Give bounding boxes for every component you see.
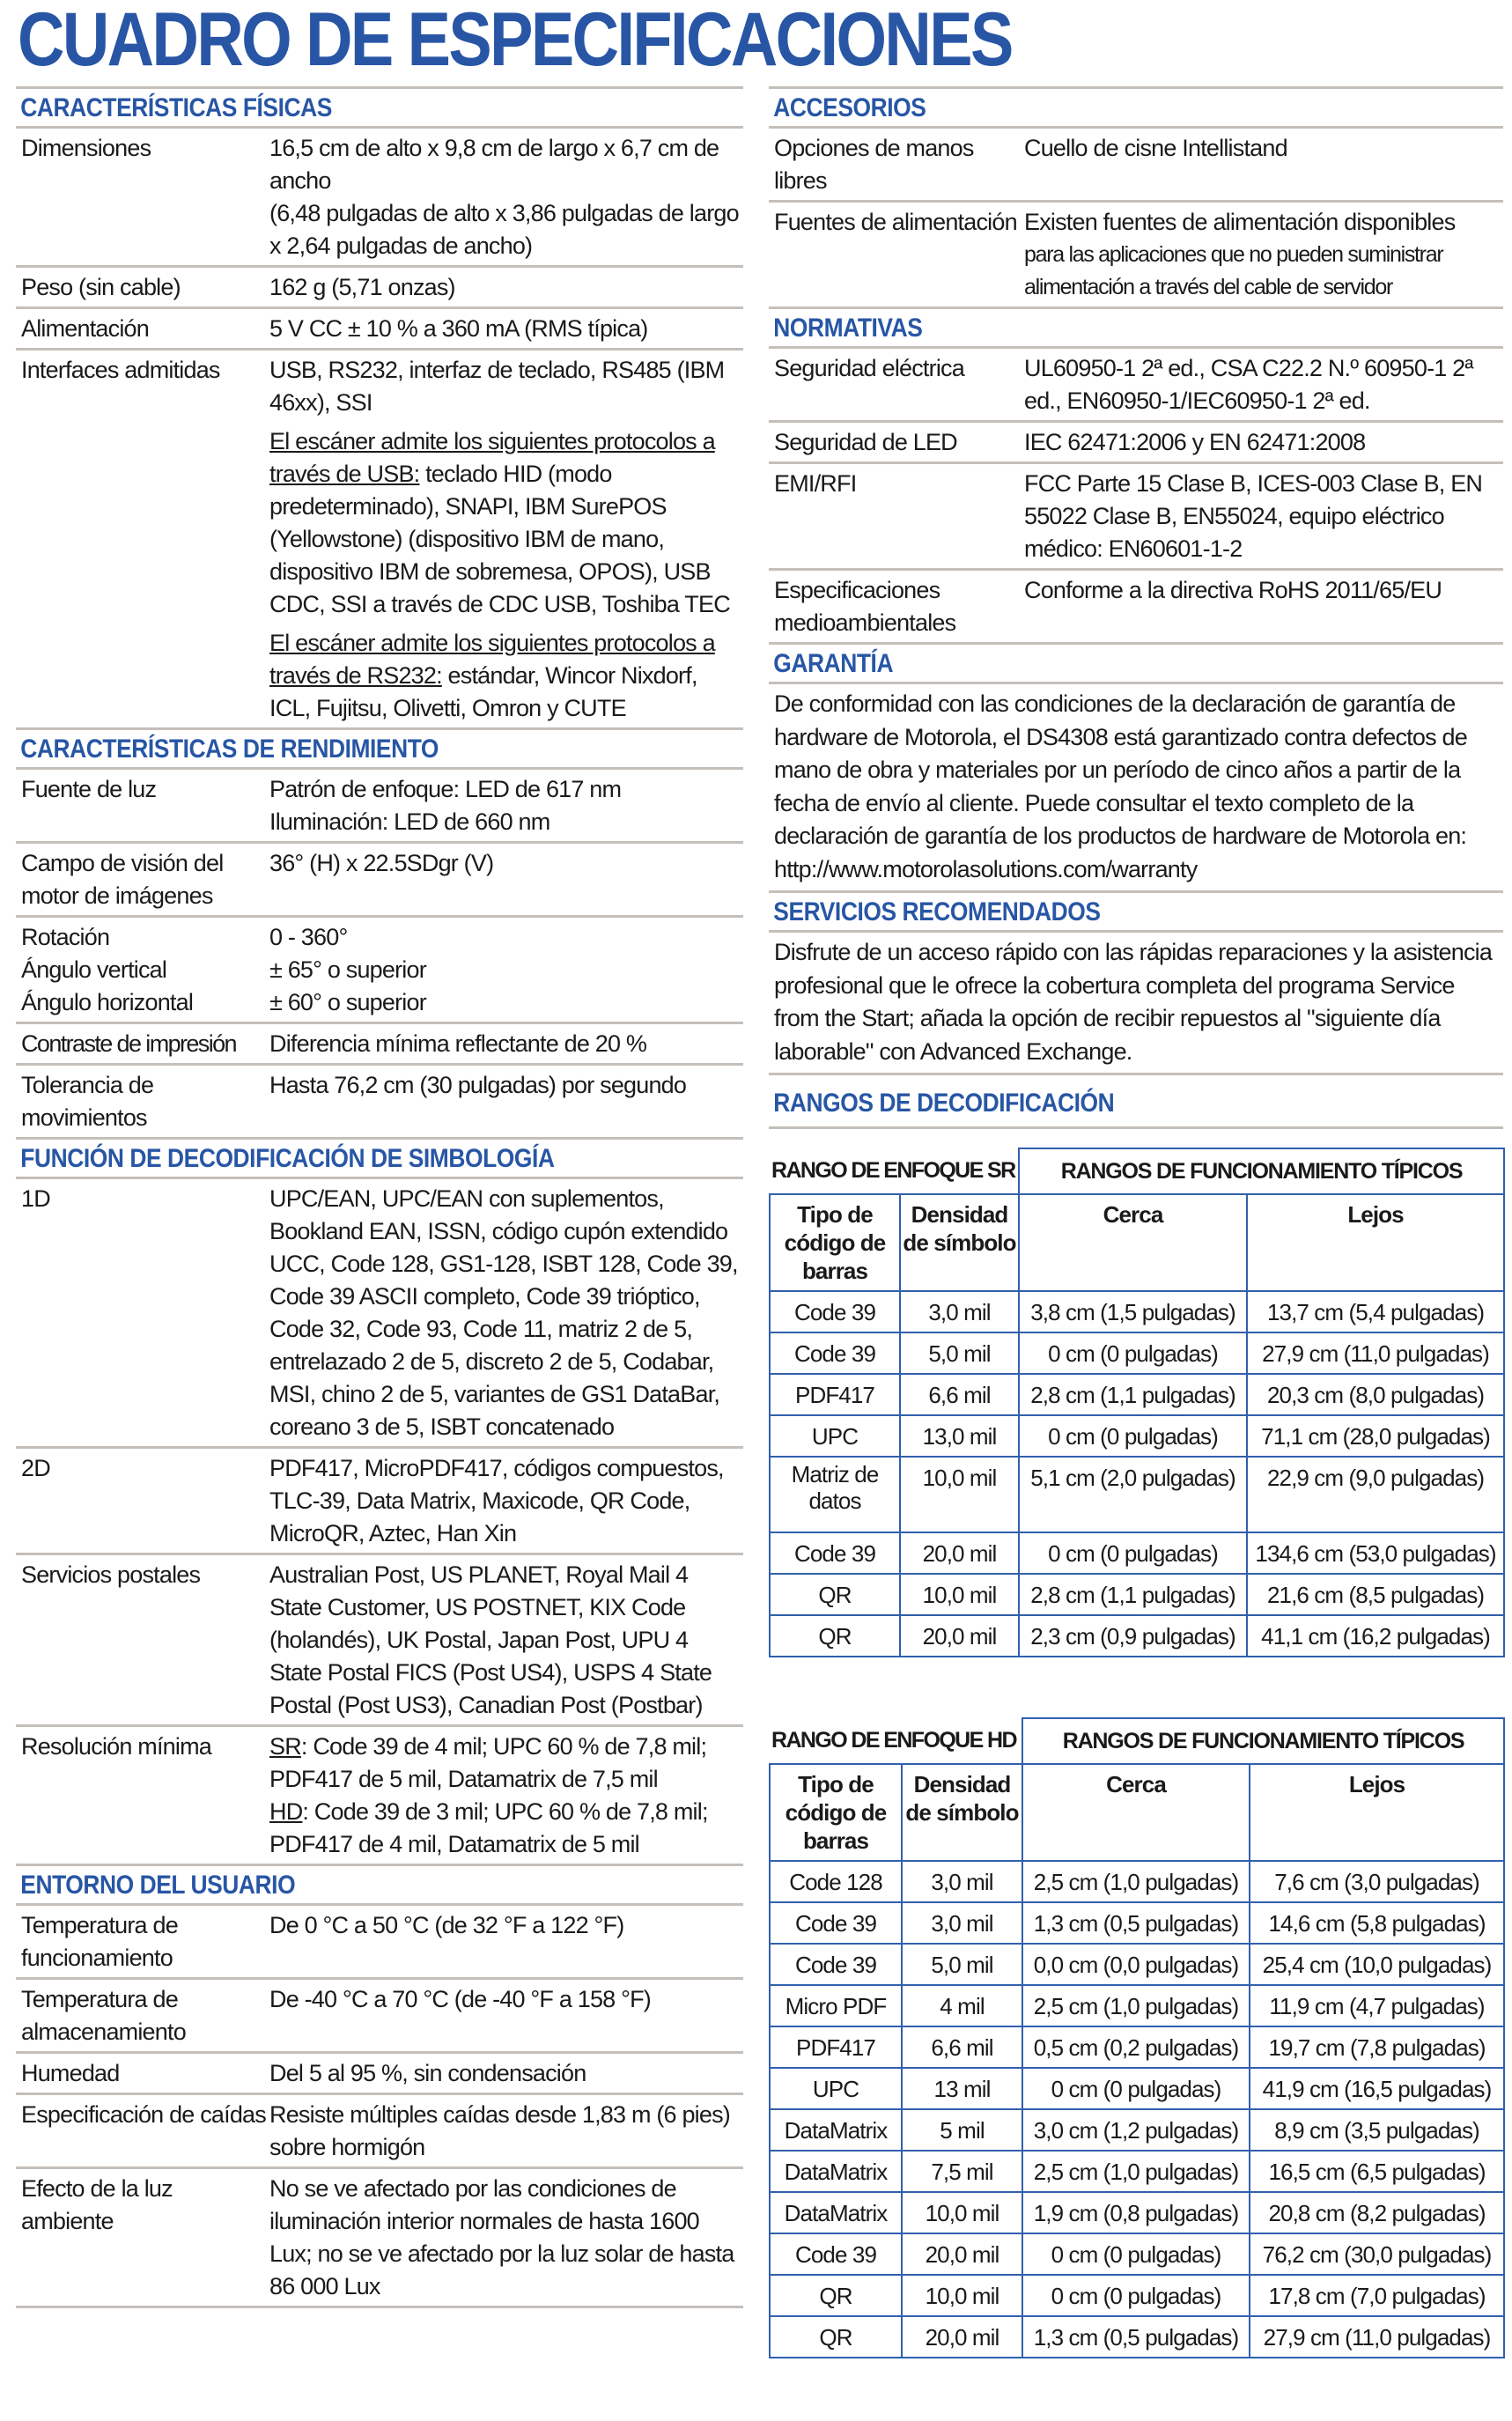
- far-range-cell: 27,9 cm (11,0 pulgadas): [1247, 1332, 1504, 1374]
- table-row: [770, 2275, 1504, 2316]
- density-cell: 7,5 mil: [902, 2151, 1022, 2192]
- spec-label: Seguridad eléctrica: [774, 355, 964, 381]
- spec-label: Tolerancia de movimientos: [21, 1072, 154, 1131]
- spec-row-ambient-light: [16, 2166, 743, 2306]
- near-range-cell: 2,8 cm (1,1 pulgadas): [1019, 1374, 1247, 1415]
- spec-value: [269, 132, 743, 262]
- table-row: [770, 2068, 1504, 2109]
- spec-label-line: Ángulo vertical: [21, 956, 167, 983]
- section-heading-environment: ENTORNO DEL USUARIO: [20, 1871, 296, 1900]
- table-row: [770, 2316, 1504, 2358]
- spec-label: EMI/RFI: [774, 470, 857, 497]
- barcode-type-cell: Code 39: [770, 1332, 900, 1374]
- far-range-cell: 11,9 cm (4,7 pulgadas): [1250, 1985, 1504, 2026]
- section-heading-warranty: GARANTÍA: [773, 649, 894, 678]
- density-cell: 5,0 mil: [902, 1944, 1022, 1985]
- spec-label: Resolución mínima: [21, 1733, 211, 1760]
- far-range-cell: 7,6 cm (3,0 pulgadas): [1250, 1861, 1504, 1902]
- hd-table-title: RANGO DE ENFOQUE HD: [770, 1718, 1022, 1764]
- spec-row-motion: [16, 1063, 743, 1137]
- far-range-cell: 13,7 cm (5,4 pulgadas): [1247, 1291, 1504, 1332]
- barcode-type-cell: DataMatrix: [770, 2151, 902, 2192]
- spec-label: 2D: [21, 1455, 50, 1481]
- near-range-cell: 2,5 cm (1,0 pulgadas): [1022, 2151, 1250, 2192]
- section-heading-performance: CARACTERÍSTICAS DE RENDIMIENTO: [20, 734, 439, 764]
- spec-value: Conforme a la directiva RoHS 2011/65/EU: [1024, 577, 1442, 603]
- far-range-cell: 134,6 cm (53,0 pulgadas): [1247, 1532, 1504, 1574]
- spec-value: [269, 773, 743, 838]
- spec-row-postal: [16, 1553, 743, 1724]
- spec-label-line: Rotación: [21, 924, 110, 950]
- far-range-cell: 22,9 cm (9,0 pulgadas): [1247, 1457, 1504, 1532]
- near-range-cell: 0 cm (0 pulgadas): [1022, 2275, 1250, 2316]
- sr-tag: SR: [269, 1733, 301, 1760]
- near-range-cell: 2,5 cm (1,0 pulgadas): [1022, 1985, 1250, 2026]
- density-cell: 3,0 mil: [902, 1902, 1022, 1944]
- resolution-sr: [269, 1731, 740, 1796]
- density-cell: 13,0 mil: [900, 1415, 1019, 1457]
- spec-row-electrical: [769, 346, 1503, 420]
- table-row: [770, 1291, 1504, 1332]
- spec-value: [269, 1731, 743, 1861]
- table-row: [770, 1374, 1504, 1415]
- density-cell: 4 mil: [902, 1985, 1022, 2026]
- table-row: [770, 1574, 1504, 1615]
- table-row: [770, 1615, 1504, 1657]
- hd-table-body: [770, 1861, 1504, 2358]
- barcode-type-cell: UPC: [770, 2068, 902, 2109]
- spec-value: Resiste múltiples caídas desde 1,83 m (6 pies) sobre hormigón: [269, 2101, 730, 2160]
- barcode-type-cell: Code 39: [770, 1902, 902, 1944]
- barcode-type-cell: QR: [770, 2275, 902, 2316]
- near-range-cell: 0 cm (0 pulgadas): [1022, 2233, 1250, 2275]
- resolution-hd: [269, 1796, 740, 1861]
- barcode-type-cell: Matriz de datos: [770, 1457, 900, 1532]
- spec-row-1d: [16, 1177, 743, 1446]
- sr-value: : Code 39 de 4 mil; UPC 60 % de 7,8 mil; PDF417 de 5 mil, Datamatrix de 7,5 mil: [269, 1733, 707, 1792]
- density-cell: 5,0 mil: [900, 1332, 1019, 1374]
- spec-label: Interfaces admitidas: [21, 357, 220, 383]
- right-column: [769, 86, 1503, 1129]
- table-row: [770, 2192, 1504, 2233]
- rs232-protocols: [269, 627, 740, 725]
- spec-label: Alimentación: [21, 315, 149, 342]
- column-header: Lejos: [1247, 1194, 1504, 1291]
- spec-value: [1024, 206, 1503, 304]
- near-range-cell: 1,3 cm (0,5 pulgadas): [1022, 2316, 1250, 2358]
- barcode-type-cell: DataMatrix: [770, 2109, 902, 2151]
- density-cell: 13 mil: [902, 2068, 1022, 2109]
- spec-row-humidity: [16, 2051, 743, 2093]
- far-range-cell: 76,2 cm (30,0 pulgadas): [1250, 2233, 1504, 2275]
- left-column: [16, 86, 743, 2308]
- rs232-protocols-list: estándar, Wincor Nixdorf, ICL, Fujitsu, Olivetti, Omron y CUTE: [269, 662, 697, 721]
- near-range-cell: 3,8 cm (1,5 pulgadas): [1019, 1291, 1247, 1332]
- far-range-cell: 41,1 cm (16,2 pulgadas): [1247, 1615, 1504, 1657]
- spec-row-fov: [16, 841, 743, 915]
- page-title: CUADRO DE ESPECIFICACIONES: [18, 0, 1012, 82]
- table-row: [770, 1902, 1504, 1944]
- column-header: Cerca: [1022, 1764, 1250, 1861]
- services-text: Disfrute de un acceso rápido con las rápidas reparaciones y la asistencia profesional que le ofrece la cobertura completa del programa Service from the Start; añada la opción de recibir repuestos al "siguiente día laborable" con Advanced Exchange.: [769, 930, 1503, 1073]
- near-range-cell: 0 cm (0 pulgadas): [1019, 1332, 1247, 1374]
- far-range-cell: 27,9 cm (11,0 pulgadas): [1250, 2316, 1504, 2358]
- column-header: Cerca: [1019, 1194, 1247, 1291]
- table-row: [770, 2233, 1504, 2275]
- far-range-cell: 71,1 cm (28,0 pulgadas): [1247, 1415, 1504, 1457]
- sr-table-group-header: RANGOS DE FUNCIONAMIENTO TÍPICOS: [1019, 1148, 1504, 1194]
- density-cell: 20,0 mil: [900, 1532, 1019, 1574]
- density-cell: 20,0 mil: [900, 1615, 1019, 1657]
- spec-label: Especificación de caídas: [21, 2101, 266, 2128]
- usb-protocols: [269, 425, 740, 621]
- near-range-cell: 1,3 cm (0,5 pulgadas): [1022, 1902, 1250, 1944]
- hd-table-group-header: RANGOS DE FUNCIONAMIENTO TÍPICOS: [1022, 1718, 1504, 1764]
- sr-table-title: RANGO DE ENFOQUE SR: [770, 1148, 1019, 1194]
- spec-row-power: [16, 306, 743, 348]
- far-range-cell: 21,6 cm (8,5 pulgadas): [1247, 1574, 1504, 1615]
- spec-row-op-temp: [16, 1903, 743, 1977]
- barcode-type-cell: QR: [770, 1615, 900, 1657]
- spec-label: Seguridad de LED: [774, 429, 957, 455]
- spec-label: Peso (sin cable): [21, 274, 181, 300]
- spec-value: IEC 62471:2006 y EN 62471:2008: [1024, 429, 1366, 455]
- spec-value-line: Patrón de enfoque: LED de 617 nm: [269, 776, 622, 802]
- barcode-type-cell: QR: [770, 2316, 902, 2358]
- spec-value: De 0 °C a 50 °C (de 32 °F a 122 °F): [269, 1912, 624, 1938]
- barcode-type-cell: PDF417: [770, 1374, 900, 1415]
- table-row: [770, 1944, 1504, 1985]
- near-range-cell: 0,5 cm (0,2 pulgadas): [1022, 2026, 1250, 2068]
- density-cell: 10,0 mil: [900, 1574, 1019, 1615]
- hd-tag: HD: [269, 1798, 303, 1825]
- spec-row-dimensions: [16, 126, 743, 265]
- barcode-type-cell: Code 39: [770, 2233, 902, 2275]
- far-range-cell: 20,8 cm (8,2 pulgadas): [1250, 2192, 1504, 2233]
- far-range-cell: 17,8 cm (7,0 pulgadas): [1250, 2275, 1504, 2316]
- near-range-cell: 0,0 cm (0,0 pulgadas): [1022, 1944, 1250, 1985]
- section-heading-services: SERVICIOS RECOMENDADOS: [773, 897, 1101, 926]
- spec-value-line: ± 60° o superior: [269, 989, 426, 1015]
- section-heading-accessories: ACCESORIOS: [773, 93, 926, 122]
- column-header: Densidad de símbolo: [902, 1764, 1022, 1861]
- spec-row-resolution: [16, 1724, 743, 1864]
- spec-label: Humedad: [21, 2060, 120, 2086]
- density-cell: 10,0 mil: [902, 2192, 1022, 2233]
- section-heading-physical: CARACTERÍSTICAS FÍSICAS: [20, 93, 332, 122]
- section-heading-decode-ranges: RANGOS DE DECODIFICACIÓN: [773, 1089, 1115, 1118]
- spec-value: 36° (H) x 22.5SDgr (V): [269, 850, 494, 876]
- near-range-cell: 2,3 cm (0,9 pulgadas): [1019, 1615, 1247, 1657]
- spec-row-environmental: [769, 568, 1503, 642]
- spec-value: No se ve afectado por las condiciones de iluminación interior normales de hasta 1600 Lux; no se ve afectado por la luz solar de hasta 86 000 Lux: [269, 2175, 734, 2299]
- spec-label: Servicios postales: [21, 1561, 201, 1588]
- density-cell: 3,0 mil: [902, 1861, 1022, 1902]
- far-range-cell: 16,5 cm (6,5 pulgadas): [1250, 2151, 1504, 2192]
- density-cell: 10,0 mil: [902, 2275, 1022, 2316]
- spec-label: Campo de visión del motor de imágenes: [21, 850, 224, 909]
- near-range-cell: 3,0 cm (1,2 pulgadas): [1022, 2109, 1250, 2151]
- spec-label: Dimensiones: [21, 135, 151, 161]
- divider: [769, 1126, 1503, 1129]
- spec-value: PDF417, MicroPDF417, códigos compuestos, TLC-39, Data Matrix, Maxicode, QR Code, MicroQR, Aztec, Han Xin: [269, 1455, 724, 1546]
- density-cell: 3,0 mil: [900, 1291, 1019, 1332]
- spec-label-line: Ángulo horizontal: [21, 989, 194, 1015]
- spec-value-line: USB, RS232, interfaz de teclado, RS485 (IBM 46xx), SSI: [269, 357, 725, 416]
- barcode-type-cell: Code 39: [770, 1944, 902, 1985]
- spec-value: Del 5 al 95 %, sin condensación: [269, 2060, 586, 2086]
- column-header: Tipo de código de barras: [770, 1194, 900, 1291]
- far-range-cell: 8,9 cm (3,5 pulgadas): [1250, 2109, 1504, 2151]
- spec-value: De -40 °C a 70 °C (de -40 °F a 158 °F): [269, 1986, 651, 2012]
- hd-range-table: [769, 1717, 1505, 2358]
- barcode-type-cell: Code 128: [770, 1861, 902, 1902]
- spec-row-drop: [16, 2093, 743, 2166]
- divider: [16, 2306, 743, 2308]
- spec-label: Temperatura de almacenamiento: [21, 1986, 186, 2045]
- spec-value: UPC/EAN, UPC/EAN con suplementos, Bookland EAN, ISSN, código cupón extendido UCC, Code 128, GS1-128, ISBT 128, Code 39, Code 39 ASCII completo, Code 39 trióptico, Code 32, Code 93, Code 11, matriz 2 de 5, entrelazado 2 de 5, discreto 2 de 5, Codabar, MSI, chino 2 de 5, variantes de GS1 DataBar, coreano 3 de 5, ISBT concatenado: [269, 1185, 738, 1440]
- spec-value: [269, 921, 743, 1019]
- density-cell: 6,6 mil: [900, 1374, 1019, 1415]
- far-range-cell: 41,9 cm (16,5 pulgadas): [1250, 2068, 1504, 2109]
- spec-row-power-supplies: [769, 200, 1503, 306]
- sr-table-body: [770, 1291, 1504, 1657]
- table-row: [770, 1985, 1504, 2026]
- density-cell: 10,0 mil: [900, 1457, 1019, 1532]
- table-row: [770, 2109, 1504, 2151]
- far-range-cell: 25,4 cm (10,0 pulgadas): [1250, 1944, 1504, 1985]
- spec-row-interfaces: [16, 348, 743, 727]
- barcode-type-cell: DataMatrix: [770, 2192, 902, 2233]
- spec-row-handsfree: [769, 126, 1503, 200]
- spec-label: Temperatura de funcionamiento: [21, 1912, 178, 1971]
- spec-row-emi: [769, 461, 1503, 568]
- spec-value: FCC Parte 15 Clase B, ICES-003 Clase B, EN 55022 Clase B, EN55024, equipo eléctrico médico: EN60601-1-2: [1024, 470, 1483, 562]
- density-cell: 20,0 mil: [902, 2233, 1022, 2275]
- spec-value-line: Iluminación: LED de 660 nm: [269, 808, 550, 835]
- spec-label: Fuentes de alimentación: [774, 209, 1017, 235]
- spec-value-line: ± 65° o superior: [269, 956, 426, 983]
- near-range-cell: 0 cm (0 pulgadas): [1019, 1532, 1247, 1574]
- spec-value: Hasta 76,2 cm (30 pulgadas) por segundo: [269, 1072, 687, 1098]
- spec-value-line: para las aplicaciones que no pueden suministrar alimentación a través del cable de servidor: [1024, 242, 1443, 299]
- spec-value: Cuello de cisne Intellistand: [1024, 135, 1287, 161]
- barcode-type-cell: Micro PDF: [770, 1985, 902, 2026]
- near-range-cell: 0 cm (0 pulgadas): [1022, 2068, 1250, 2109]
- spec-label: Contraste de impresión: [21, 1030, 236, 1057]
- table-row: [770, 1532, 1504, 1574]
- spec-row-storage-temp: [16, 1977, 743, 2051]
- spec-row-led: [769, 420, 1503, 461]
- spec-label: Efecto de la luz ambiente: [21, 2175, 173, 2234]
- far-range-cell: 20,3 cm (8,0 pulgadas): [1247, 1374, 1504, 1415]
- spec-row-contrast: [16, 1022, 743, 1063]
- near-range-cell: 5,1 cm (2,0 pulgadas): [1019, 1457, 1247, 1532]
- spec-row-light-source: [16, 767, 743, 841]
- table-row: [770, 1415, 1504, 1457]
- hd-value: : Code 39 de 3 mil; UPC 60 % de 7,8 mil; PDF417 de 4 mil, Datamatrix de 5 mil: [269, 1798, 708, 1857]
- spec-value: UL60950-1 2ª ed., CSA C22.2 N.º 60950-1 2ª ed., EN60950-1/IEC60950-1 2ª ed.: [1024, 355, 1473, 414]
- column-header: Lejos: [1250, 1764, 1504, 1861]
- barcode-type-cell: Code 39: [770, 1532, 900, 1574]
- spec-value-line: 0 - 360°: [269, 924, 348, 950]
- spec-value-line: Existen fuentes de alimentación disponibles: [1024, 209, 1456, 235]
- spec-label: Especificaciones medioambientales: [774, 577, 956, 636]
- barcode-type-cell: Code 39: [770, 1291, 900, 1332]
- table-row: [770, 1861, 1504, 1902]
- spec-label: 1D: [21, 1185, 50, 1212]
- table-row: [770, 1332, 1504, 1374]
- far-range-cell: 14,6 cm (5,8 pulgadas): [1250, 1902, 1504, 1944]
- far-range-cell: 19,7 cm (7,8 pulgadas): [1250, 2026, 1504, 2068]
- density-cell: 6,6 mil: [902, 2026, 1022, 2068]
- barcode-type-cell: PDF417: [770, 2026, 902, 2068]
- sr-range-table: [769, 1148, 1505, 1657]
- spec-value: Diferencia mínima reflectante de 20 %: [269, 1030, 647, 1057]
- near-range-cell: 0 cm (0 pulgadas): [1019, 1415, 1247, 1457]
- table-row: [770, 2151, 1504, 2192]
- column-header: Tipo de código de barras: [770, 1764, 902, 1861]
- usb-protocols-intro: El escáner admite los siguientes protocolos a través de USB:: [269, 428, 715, 487]
- warranty-text: De conformidad con las condiciones de la declaración de garantía de hardware de Motorola, el DS4308 está garantizado contra defectos de mano de obra y materiales por un período de cinco años a partir de la fecha de envío al cliente. Puede consultar el texto completo de la declaración de garantía de los productos de hardware de Motorola en: http://www.motorolasolutions.com/warranty: [769, 682, 1503, 890]
- density-cell: 5 mil: [902, 2109, 1022, 2151]
- barcode-type-cell: UPC: [770, 1415, 900, 1457]
- barcode-type-cell: QR: [770, 1574, 900, 1615]
- near-range-cell: 1,9 cm (0,8 pulgadas): [1022, 2192, 1250, 2233]
- section-heading-regulatory: NORMATIVAS: [773, 314, 923, 343]
- table-row: [770, 1457, 1504, 1532]
- spec-label: Opciones de manos libres: [774, 135, 974, 194]
- near-range-cell: 2,8 cm (1,1 pulgadas): [1019, 1574, 1247, 1615]
- density-cell: 20,0 mil: [902, 2316, 1022, 2358]
- spec-value: Australian Post, US PLANET, Royal Mail 4 State Customer, US POSTNET, KIX Code (holandés), UK Postal, Japan Post, UPU 4 State Postal FICS (Post US4), USPS 4 State Postal (Post US3), Canadian Post (Postbar): [269, 1561, 712, 1718]
- spec-value: 162 g (5,71 onzas): [269, 274, 455, 300]
- spec-row-rotation: [16, 915, 743, 1022]
- rs232-protocols-intro: El escáner admite los siguientes protocolos a través de RS232:: [269, 630, 715, 689]
- spec-row-2d: [16, 1446, 743, 1553]
- spec-label: Fuente de luz: [21, 776, 157, 802]
- usb-protocols-list: teclado HID (modo predeterminado), SNAPI, IBM SurePOS (Yellowstone) (dispositivo IBM de mano, dispositivo IBM de sobremesa, OPOS), USB CDC, SSI a través de CDC USB, Toshiba TEC: [269, 461, 730, 617]
- spec-value: [269, 354, 743, 725]
- spec-label: [16, 921, 269, 1019]
- column-header: Densidad de símbolo: [900, 1194, 1019, 1291]
- spec-value-line: (6,48 pulgadas de alto x 3,86 pulgadas de largo x 2,64 pulgadas de ancho): [269, 200, 739, 259]
- section-heading-symbology: FUNCIÓN DE DECODIFICACIÓN DE SIMBOLOGÍA: [20, 1144, 555, 1173]
- near-range-cell: 2,5 cm (1,0 pulgadas): [1022, 1861, 1250, 1902]
- spec-value-line: 16,5 cm de alto x 9,8 cm de largo x 6,7 cm de ancho: [269, 135, 719, 194]
- spec-row-weight: [16, 265, 743, 306]
- spec-value: 5 V CC ± 10 % a 360 mA (RMS típica): [269, 315, 648, 342]
- table-row: [770, 2026, 1504, 2068]
